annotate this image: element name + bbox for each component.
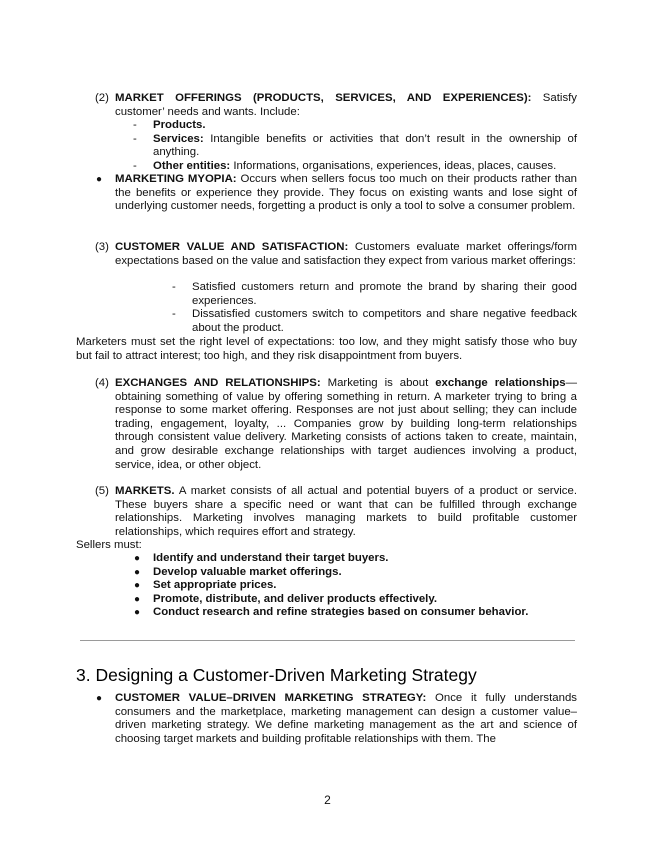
customer-value-title: CUSTOMER VALUE AND SATISFACTION: (115, 241, 349, 253)
bullet-icon: ● (96, 693, 103, 704)
bullet-icon: ● (96, 174, 103, 185)
bullet-icon: ● (134, 607, 141, 619)
list-item: - Other entities: Informations, organisations, experiences, ideas, places, causes. (133, 159, 557, 172)
item-number: (3) (95, 241, 109, 253)
exchanges-title: EXCHANGES AND RELATIONSHIPS: (115, 377, 321, 389)
item-number: (5) (95, 485, 109, 497)
satisfaction-list (172, 281, 577, 335)
section-markets: (5) MARKETS. A market consists of all actual and potential buyers of a product or service. These buyers share a specific need or want that can be fulfilled through exchange relationships. Marketing involves managing markets to build profitable customer relationships, which requires effort and strategy. (95, 485, 577, 538)
list-item: ● Promote, distribute, and deliver products effectively. (134, 592, 437, 605)
list-item: - Dissatisfied customers switch to competitors and share negative feedback about the product. (172, 308, 577, 334)
list-item: ● Set appropriate prices. (134, 579, 277, 592)
sellers-intro: Sellers must: (76, 539, 142, 551)
offerings-list (133, 119, 577, 173)
markets-title: MARKETS. (115, 485, 175, 497)
market-offerings-title: MARKET OFFERINGS (PRODUCTS, SERVICES, AND EXPERIENCES): (115, 92, 532, 104)
list-item: - Services: Intangible benefits or activities that don’t result in the ownership of anything. (133, 132, 577, 159)
list-item: ● Identify and understand their target buyers. (134, 552, 389, 564)
item-number: (4) (95, 377, 109, 389)
bullet-icon: ● (134, 580, 141, 592)
list-item: - Products. (133, 119, 206, 131)
page-number: 2 (324, 793, 331, 807)
section-customer-value: (3) CUSTOMER VALUE AND SATISFACTION: Customers evaluate market offerings/form expectations based on the value and satisfaction they expect from various market offerings: (95, 241, 577, 267)
market-offerings-paragraph: MARKET OFFERINGS (PRODUCTS, SERVICES, AND EXPERIENCES): Satisfy customer’ needs and wants. Include: (115, 92, 577, 118)
bullet-icon: ● (134, 593, 141, 605)
marketing-myopia-item: ● MARKETING MYOPIA: Occurs when sellers focus too much on their products rather than the benefits or experience they provide. They focus on existing wants and lose sight of underlying customer needs, forgetting a product is only a tool to solve a consumer problem. (96, 173, 577, 213)
sellers-list (134, 552, 577, 620)
list-item: ● Conduct research and refine strategies based on consumer behavior. (134, 606, 529, 619)
section-heading: 3. Designing a Customer-Driven Marketing Strategy (76, 665, 477, 685)
item-number: (2) (95, 92, 109, 104)
section-exchanges: (4) EXCHANGES AND RELATIONSHIPS: Marketing is about exchange relationships—obtaining something of value by offering something in return. A marketer trying to bring a response to some market offering. Responses are not just about selling; they can include trading, engagement, loyalty, ... Companies grow by building long-term relationships through consistent value delivery. Marketing consists of actions taken to create, maintain, and grow desirable exchange relationships with target audiences involving a product, service, idea, or other object. (95, 377, 577, 471)
bullet-icon: ● (134, 566, 141, 578)
marketing-myopia-title: MARKETING MYOPIA: (115, 173, 237, 185)
value-driven-strategy-title: CUSTOMER VALUE–DRIVEN MARKETING STRATEGY: (115, 692, 427, 704)
list-item: ● Develop valuable market offerings. (134, 565, 342, 578)
bullet-icon: ● (134, 553, 141, 564)
value-driven-strategy-item: ● CUSTOMER VALUE–DRIVEN MARKETING STRATEGY: Once it fully understands consumers and the marketplace, marketing management can design a customer value–driven marketing strategy. We define marketing management as the art and science of choosing target markets and building profitable relationships with them. The (96, 692, 577, 745)
section-market-offerings (95, 92, 577, 119)
list-item: - Satisfied customers return and promote the brand by sharing their good experiences. (172, 281, 577, 307)
marketers-note: Marketers must set the right level of expectations: too low, and they might satisfy those who buy but fail to attract interest; too high, and they risk disappointment from buyers. (76, 336, 577, 362)
section-divider (80, 640, 575, 641)
